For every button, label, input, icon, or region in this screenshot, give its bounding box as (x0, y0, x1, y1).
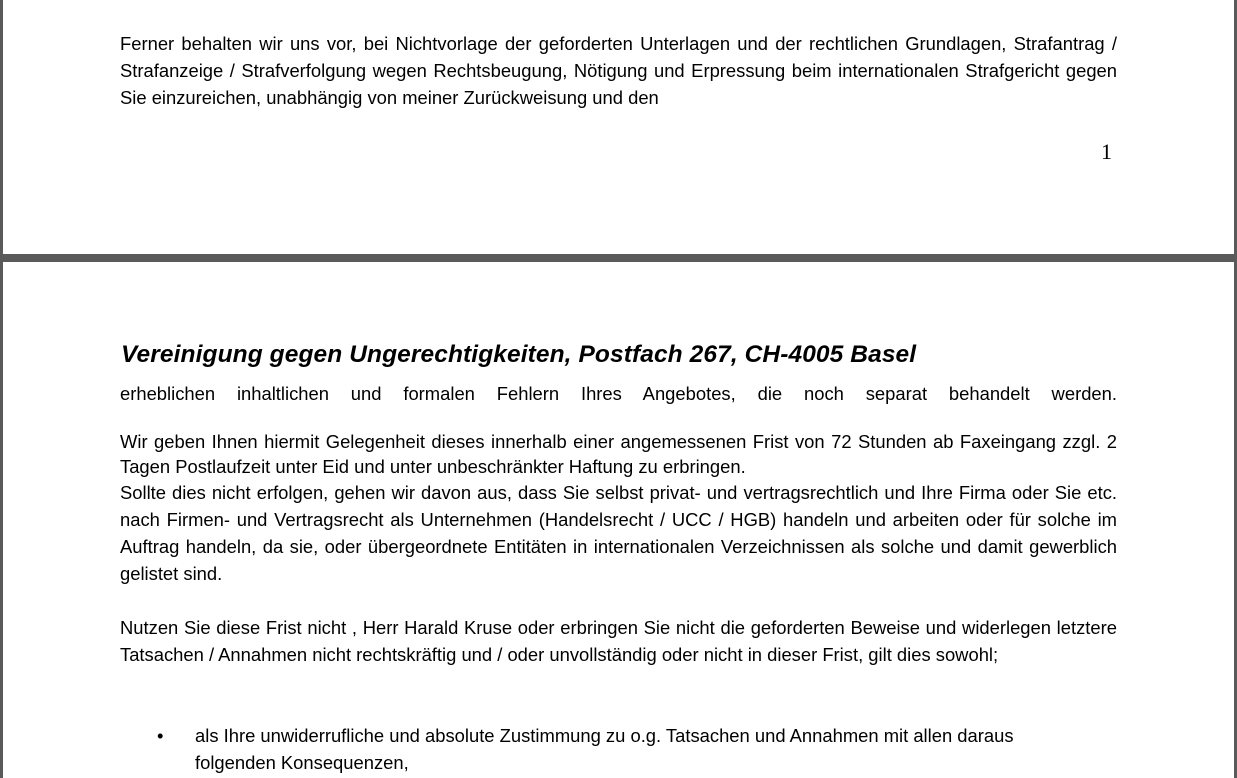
page-number: 1 (1101, 139, 1112, 164)
document-page-1 (3, 0, 1234, 254)
bullet-item: als Ihre unwiderrufliche und absolute Zustimmung zu o.g. Tatsachen und Annahmen mit allen daraus folgenden Konsequenzen, (195, 725, 1014, 773)
body-paragraph: Wir geben Ihnen hiermit Gelegenheit dieses innerhalb einer angemessenen Frist von 72 Stunden ab Faxeingang zzgl. 2 Tagen Postlaufzeit unter Eid und unter unbeschränkter Haftung zu erbringen. (120, 431, 1117, 477)
body-paragraph: erheblichen inhaltlichen und formalen Fehlern Ihres Angebotes, die noch separat behandelt werden. (120, 383, 1117, 404)
body-paragraph: Ferner behalten wir uns vor, bei Nichtvorlage der geforderten Unterlagen und der rechtlichen Grundlagen, Strafantrag / Strafanzeige / Strafverfolgung wegen Rechtsbeugung, Nötigung und Erpressung beim internationalen Strafgericht gegen Sie einzureichen, unabhängig von meiner Zurückweisung und den (120, 33, 1117, 108)
document-page-2 (3, 262, 1234, 778)
body-paragraph: Sollte dies nicht erfolgen, gehen wir davon aus, dass Sie selbst privat- und vertragsrechtlich und Ihre Firma oder Sie etc. nach Firmen- und Vertragsrecht als Unternehmen (Handelsrecht / UCC / HGB) handeln und arbeiten oder für solche im Auftrag handeln, da sie, oder übergeordnete Entitäten in internationalen Verzeichnissen als solche und damit gewerblich gelistet sind. (120, 482, 1117, 584)
bullet-marker: • (157, 725, 164, 746)
body-paragraph: Nutzen Sie diese Frist nicht , Herr Harald Kruse oder erbringen Sie nicht die geforderten Beweise und widerlegen letztere Tatsachen / Annahmen nicht rechtskräftig und / oder unvollständig oder nicht in dieser Frist, gilt dies sowohl; (120, 617, 1117, 665)
page-header: Vereinigung gegen Ungerechtigkeiten, Postfach 267, CH-4005 Basel (121, 341, 917, 368)
